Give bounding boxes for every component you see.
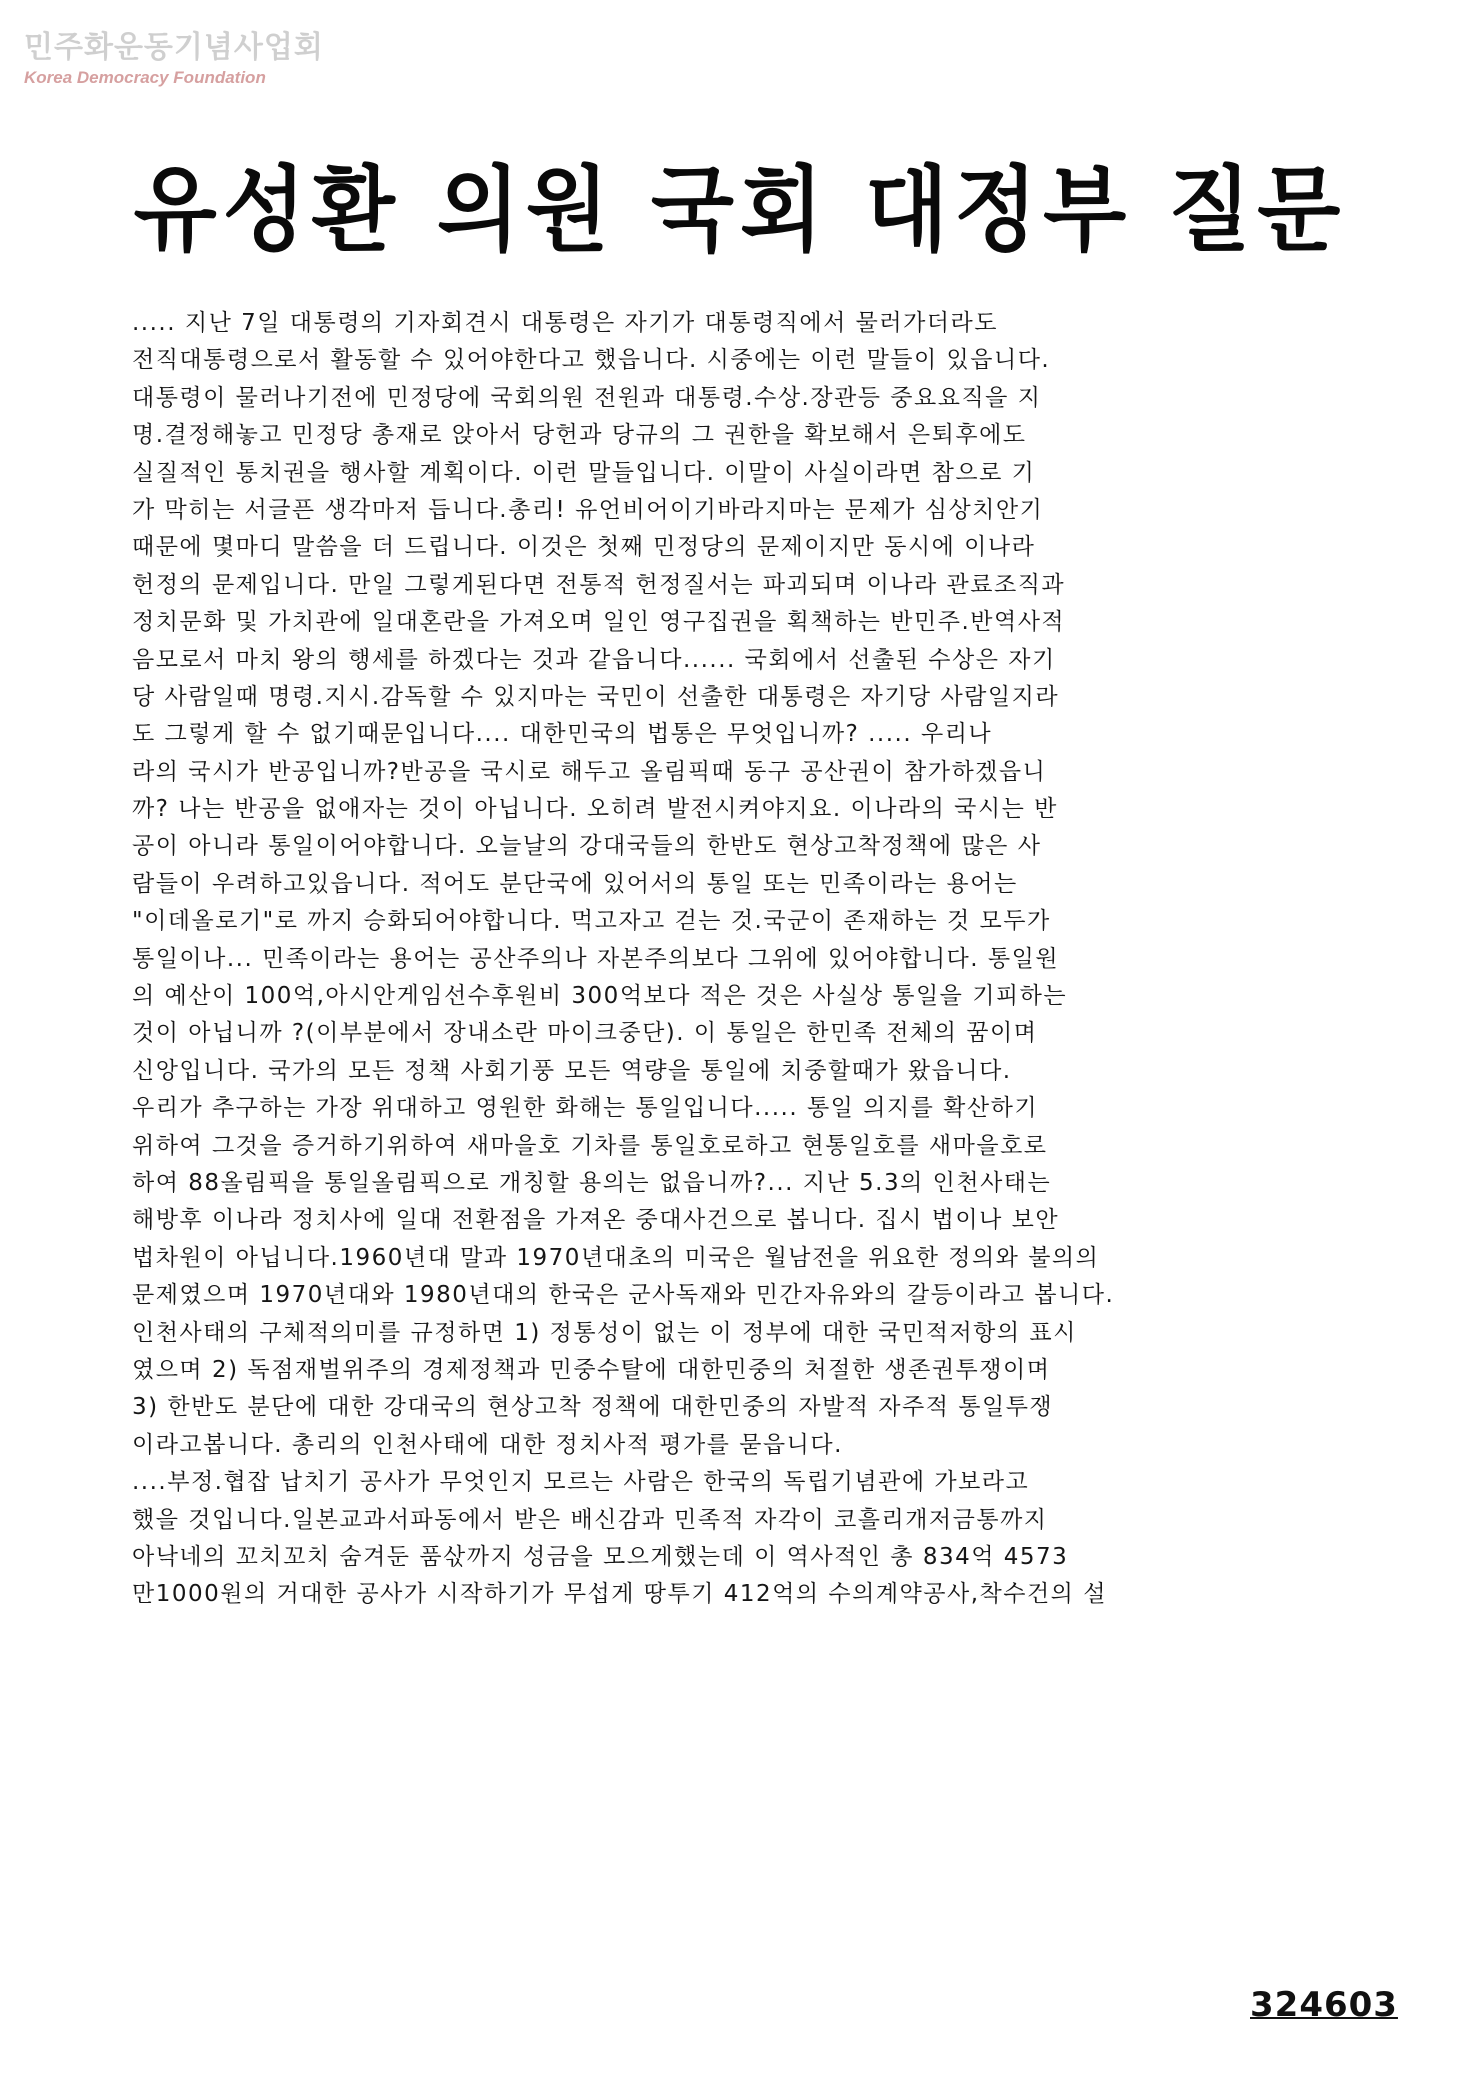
- body-line: 전직대통령으로서 활동할 수 있어야한다고 했읍니다. 시중에는 이런 말들이 있읍니다.: [132, 347, 1051, 374]
- body-line: 음모로서 마치 왕의 행세를 하겠다는 것과 같읍니다...... 국회에서 선출된 수상은 자기: [132, 646, 1056, 673]
- body-line: 까? 나는 반공을 없애자는 것이 아닙니다. 오히려 발전시켜야지요. 이나라의 국시는 반: [132, 796, 1058, 823]
- body-line: 의 예산이 100억,아시안게임선수후원비 300억보다 적은 것은 사실상 통일을 기피하는: [132, 983, 1068, 1010]
- body-line: 통일이나... 민족이라는 용어는 공산주의나 자본주의보다 그위에 있어야합니다. 통일원: [132, 945, 1060, 972]
- body-line: 정치문화 및 가치관에 일대혼란을 가져오며 일인 영구집권을 획책하는 반민주.반역사적: [132, 609, 1066, 636]
- body-line: 법차원이 아닙니다.1960년대 말과 1970년대초의 미국은 월남전을 위요한 정의와 불의의: [132, 1244, 1100, 1271]
- body-line: 만1000원의 거대한 공사가 시작하기가 무섭게 땅투기 412억의 수의계약공사,착수건의 설: [132, 1581, 1107, 1608]
- body-line: 우리가 추구하는 가장 위대하고 영원한 화해는 통일입니다..... 통일 의지를 확산하기: [132, 1095, 1039, 1122]
- body-line: 라의 국시가 반공입니까?반공을 국시로 해두고 올림픽때 동구 공산권이 참가하겠읍니: [132, 758, 1047, 785]
- body-line: 했을 것입니다.일본교과서파동에서 받은 배신감과 민족적 자각이 코흘리개저금통까지: [132, 1506, 1048, 1533]
- body-line: 문제였으며 1970년대와 1980년대의 한국은 군사독재와 민간자유와의 갈등이라고 봅니다.: [132, 1282, 1115, 1309]
- body-line: 도 그렇게 할 수 없기때문입니다.... 대한민국의 법통은 무엇입니까? ..... 우리나: [132, 721, 993, 748]
- foundation-watermark: [24, 22, 324, 88]
- body-line: ....부정.협잡 납치기 공사가 무엇인지 모르는 사람은 한국의 독립기념관에 가보라고: [132, 1469, 1030, 1496]
- body-line: 공이 아니라 통일이어야합니다. 오늘날의 강대국들의 한반도 현상고착정책에 많은 사: [132, 833, 1042, 860]
- document-body: [132, 305, 1372, 1614]
- body-line: 것이 아닙니까 ?(이부분에서 장내소란 마이크중단). 이 통일은 한민족 전체의 꿈이며: [132, 1020, 1038, 1047]
- body-line: 인천사태의 구체적의미를 규정하면 1) 정통성이 없는 이 정부에 대한 국민적저항의 표시: [132, 1319, 1077, 1346]
- body-line: 아낙네의 꼬치꼬치 숨겨둔 품삯까지 성금을 모으게했는데 이 역사적인 총 834억 4573: [132, 1543, 1069, 1570]
- body-line: "이데올로기"로 까지 승화되어야합니다. 먹고자고 걷는 것.국군이 존재하는 것 모두가: [132, 908, 1051, 935]
- body-line: 당 사람일때 명령.지시.감독할 수 있지마는 국민이 선출한 대통령은 자기당 사람일지라: [132, 683, 1060, 710]
- body-line: 였으며 2) 독점재벌위주의 경제정책과 민중수탈에 대한민중의 처절한 생존권투쟁이며: [132, 1356, 1051, 1383]
- body-line: 명.결정해놓고 민정당 총재로 앉아서 당헌과 당규의 그 권한을 확보해서 은퇴후에도: [132, 422, 1027, 449]
- body-line: 헌정의 문제입니다. 만일 그렇게된다면 전통적 헌정질서는 파괴되며 이나라 관료조직과: [132, 571, 1066, 598]
- body-line: 이라고봅니다. 총리의 인천사태에 대한 정치사적 평가를 묻읍니다.: [132, 1431, 843, 1458]
- body-line: 실질적인 통치권을 행사할 계획이다. 이런 말들입니다. 이말이 사실이라면 참으로 기: [132, 459, 1036, 486]
- body-line: 때문에 몇마디 말씀을 더 드립니다. 이것은 첫째 민정당의 문제이지만 동시에 이나라: [132, 534, 1036, 561]
- body-line: 신앙입니다. 국가의 모든 정책 사회기풍 모든 역량을 통일에 치중할때가 왔읍니다.: [132, 1057, 1012, 1084]
- body-line: 가 막히는 서글픈 생각마저 듭니다.총리! 유언비어이기바라지마는 문제가 심상치안기: [132, 496, 1044, 523]
- body-line: ..... 지난 7일 대통령의 기자회견시 대통령은 자기가 대통령직에서 물러가더라도: [132, 310, 998, 336]
- body-line: 대통령이 물러나기전에 민정당에 국회의원 전원과 대통령.수상.장관등 중요요직을 지: [132, 384, 1042, 411]
- body-line: 하여 88올림픽을 통일올림픽으로 개칭할 용의는 없읍니까?... 지난 5.3의 인천사태는: [132, 1169, 1052, 1196]
- document-title: 유성환 의원 국회 대정부 질문: [133, 156, 1347, 265]
- body-line: 람들이 우려하고있읍니다. 적어도 분단국에 있어서의 통일 또는 민족이라는 용어는: [132, 870, 1018, 897]
- body-line: 해방후 이나라 정치사에 일대 전환점을 가져온 중대사건으로 봅니다. 집시 법이나 보안: [132, 1207, 1060, 1234]
- body-line: 위하여 그것을 증거하기위하여 새마을호 기차를 통일호로하고 현통일호를 새마을호로: [132, 1132, 1048, 1159]
- body-line: 3) 한반도 분단에 대한 강대국의 현상고착 정책에 대한민중의 자발적 자주적 통일투쟁: [132, 1394, 1054, 1421]
- watermark-korean: 민주화운동기념사업회: [24, 30, 324, 65]
- watermark-english: Korea Democracy Foundation: [24, 68, 266, 87]
- document-number: 324603: [1250, 1985, 1398, 2025]
